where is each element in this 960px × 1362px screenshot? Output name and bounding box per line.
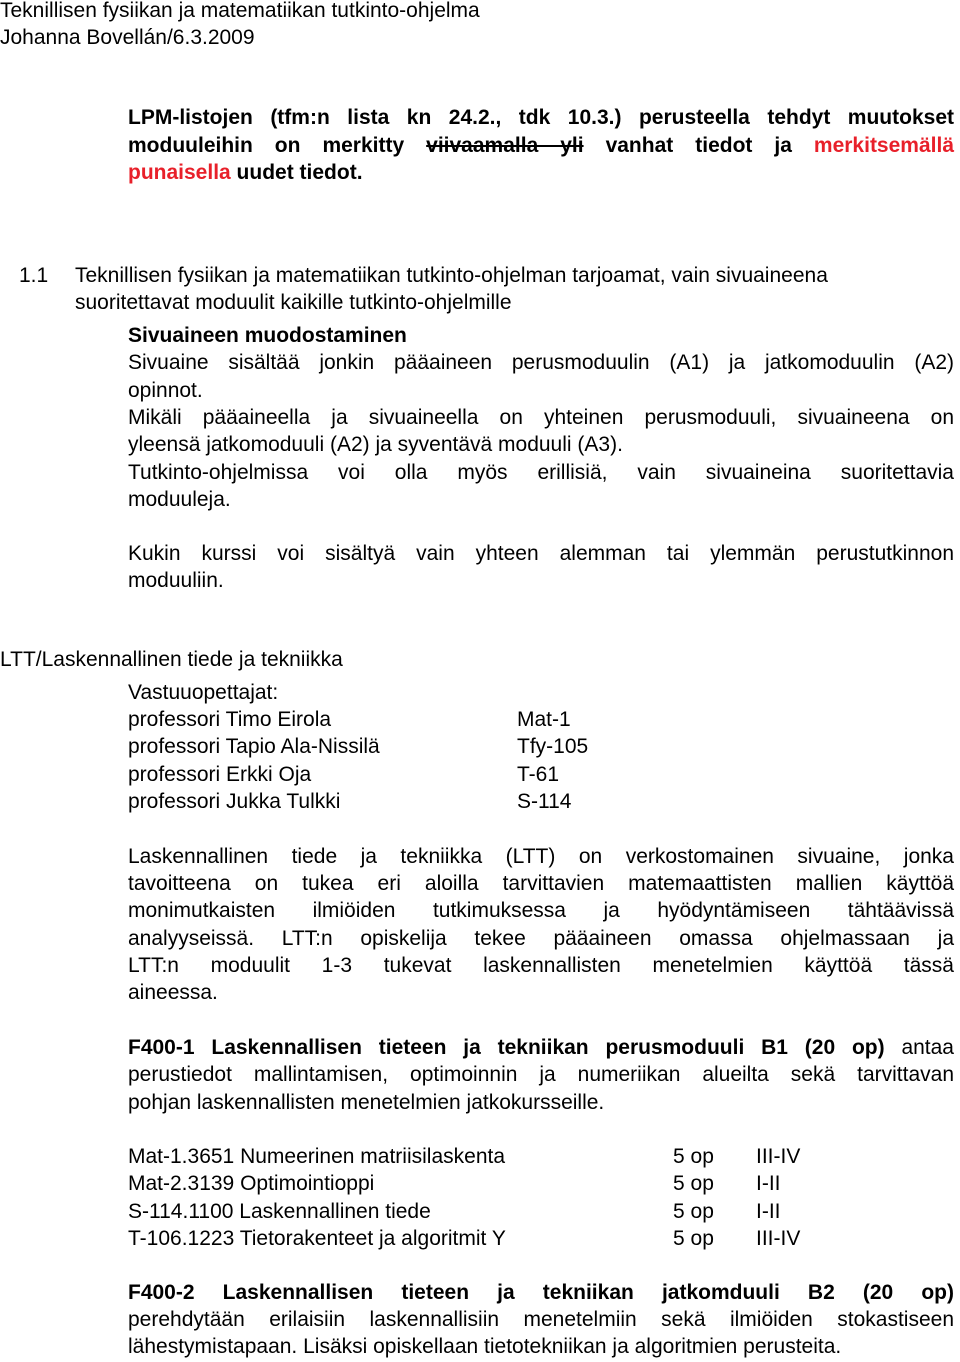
notice-text: vanhat tiedot ja — [605, 134, 792, 157]
red-highlight-example: punaisella — [128, 161, 231, 184]
teacher-code: T-61 — [517, 763, 560, 786]
section-number: 1.1 — [19, 264, 49, 287]
module-title: F400-1 Laskennallisen tieteen ja tekniikan perusmoduuli B1 (20 op) — [128, 1036, 885, 1059]
section-title-line-1: Teknillisen fysiikan ja matematiikan tutkinto-ohjelman tarjoamat, vain sivuaineena — [75, 264, 828, 287]
section-title-line-2: suoritettavat moduulit kaikille tutkinto-ohjelmille — [75, 291, 512, 314]
course-name: Mat-2.3139 Optimointioppi — [128, 1172, 375, 1195]
paragraph-line: LTT:n moduulit 1-3 tukevat laskennallisten menetelmien käyttöä tässä — [128, 954, 954, 977]
course-credits: 5 op — [673, 1145, 714, 1168]
teacher-code: Tfy-105 — [517, 735, 589, 758]
teacher-name: professori Timo Eirola — [128, 708, 332, 731]
paragraph-line: moduuliin. — [128, 569, 224, 592]
responsible-teachers-label: Vastuuopettajat: — [128, 681, 279, 704]
paragraph-line: Mikäli pääaineella ja sivuaineella on yhteinen perusmoduuli, sivuaineena on — [128, 406, 954, 429]
module-text: antaa — [901, 1036, 954, 1059]
teacher-code: S-114 — [517, 790, 572, 813]
notice-line-1: LPM-listojen (tfm:n lista kn 24.2., tdk 10.3.) perusteella tehdyt muutokset — [128, 106, 954, 129]
course-period: I-II — [756, 1172, 781, 1195]
notice-line-3 — [128, 159, 363, 186]
paragraph-line: perehdytään erilaisiin laskennallisiin menetelmiin sekä ilmiöiden stokastiseen — [128, 1308, 954, 1331]
paragraph-line: yleensä jatkomoduuli (A2) ja syventävä moduuli (A3). — [128, 433, 623, 456]
course-period: III-IV — [756, 1145, 801, 1168]
course-credits: 5 op — [673, 1227, 714, 1250]
paragraph-line: tavoitteena on tukea eri aloilla tarvittavien matemaattisten mallien käyttöä — [128, 872, 954, 895]
paragraph-line: pohjan laskennallisten menetelmien jatkokursseille. — [128, 1091, 605, 1114]
red-highlight-example: merkitsemällä — [813, 134, 954, 157]
notice-text: moduuleihin on merkitty — [128, 134, 405, 157]
paragraph-line: Kukin kurssi voi sisältyä vain yhteen alemman tai ylemmän perustutkinnon — [128, 542, 954, 565]
course-period: I-II — [756, 1200, 781, 1223]
header-author-date: Johanna Bovellán/6.3.2009 — [0, 26, 255, 49]
paragraph-line: moduuleja. — [128, 488, 231, 511]
paragraph-line: analyyseissä. LTT:n opiskelija tekee pääaineen omassa ohjelmassaan ja — [128, 927, 954, 950]
header-program: Teknillisen fysiikan ja matematiikan tutkinto-ohjelma — [0, 0, 480, 22]
paragraph-line: Tutkinto-ohjelmissa voi olla myös erillisiä, vain sivuaineina suoritettavia — [128, 461, 954, 484]
paragraph-line: Sivuaine sisältää jonkin pääaineen perusmoduulin (A1) ja jatkomoduulin (A2) — [128, 351, 954, 374]
teacher-name: professori Tapio Ala-Nissilä — [128, 735, 380, 758]
notice-line-2 — [128, 132, 954, 159]
module-f400-2-title: F400-2 Laskennallisen tieteen ja tekniikan jatkomduuli B2 (20 op) — [128, 1281, 954, 1304]
strikethrough-example: viivaamalla yli — [426, 134, 584, 157]
paragraph-line: monimutkaisten ilmiöiden tutkimuksessa ja hyödyntämiseen tähtäävissä — [128, 899, 954, 922]
module-f400-1-title-line — [128, 1034, 954, 1061]
paragraph-line: lähestymistapaan. Lisäksi opiskellaan tietotekniikan ja algoritmien perusteita. — [128, 1335, 842, 1358]
teacher-code: Mat-1 — [517, 708, 571, 731]
teacher-name: professori Erkki Oja — [128, 763, 312, 786]
course-period: III-IV — [756, 1227, 801, 1250]
course-name: Mat-1.3651 Numeerinen matriisilaskenta — [128, 1145, 506, 1168]
paragraph-line: Laskennallinen tiede ja tekniikka (LTT) on verkostomainen sivuaine, jonka — [128, 845, 954, 868]
paragraph-line: perustiedot mallintamisen, optimoinnin ja numeriikan alueilta sekä tarvittavan — [128, 1063, 954, 1086]
sub-heading: Sivuaineen muodostaminen — [128, 324, 407, 347]
paragraph-line: opinnot. — [128, 379, 203, 402]
course-credits: 5 op — [673, 1200, 714, 1223]
course-name: S-114.1100 Laskennallinen tiede — [128, 1200, 431, 1223]
ltt-heading: LTT/Laskennallinen tiede ja tekniikka — [0, 648, 343, 671]
teacher-name: professori Jukka Tulkki — [128, 790, 341, 813]
course-name: T-106.1223 Tietorakenteet ja algoritmit Y — [128, 1227, 506, 1250]
notice-text: uudet tiedot. — [236, 161, 363, 184]
paragraph-line: aineessa. — [128, 981, 218, 1004]
course-credits: 5 op — [673, 1172, 714, 1195]
